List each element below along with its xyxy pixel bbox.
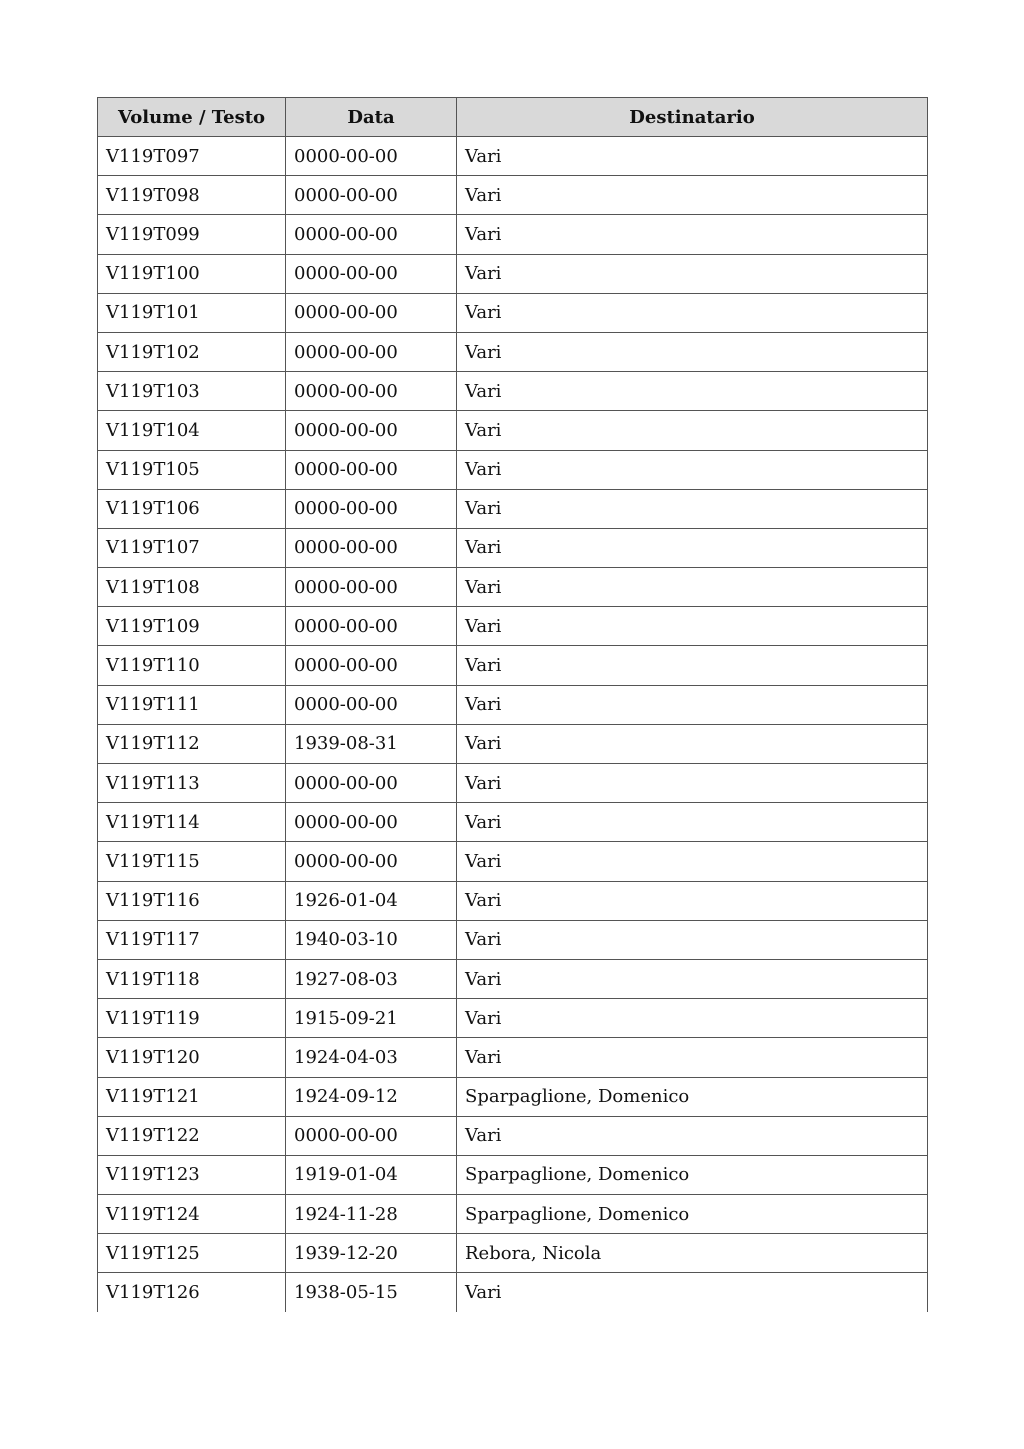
cell-data: 0000-00-00 [286, 803, 457, 842]
cell-data: 0000-00-00 [286, 450, 457, 489]
cell-data: 1939-12-20 [286, 1234, 457, 1273]
cell-data: 0000-00-00 [286, 528, 457, 567]
table-row [98, 607, 928, 646]
letters-table [97, 97, 928, 1312]
cell-destinatario: Sparpaglione, Domenico [457, 1195, 928, 1234]
cell-volume-testo: V119T103 [98, 372, 286, 411]
cell-volume-testo: V119T106 [98, 489, 286, 528]
cell-data: 1926-01-04 [286, 881, 457, 920]
cell-data: 0000-00-00 [286, 176, 457, 215]
cell-data: 0000-00-00 [286, 646, 457, 685]
table-row [98, 372, 928, 411]
cell-destinatario: Vari [457, 137, 928, 176]
cell-data: 0000-00-00 [286, 1116, 457, 1155]
table-row [98, 176, 928, 215]
cell-volume-testo: V119T105 [98, 450, 286, 489]
cell-data: 0000-00-00 [286, 372, 457, 411]
cell-data: 0000-00-00 [286, 764, 457, 803]
cell-destinatario: Vari [457, 1038, 928, 1077]
cell-destinatario: Vari [457, 568, 928, 607]
cell-volume-testo: V119T112 [98, 724, 286, 763]
header-data: Data [286, 98, 457, 137]
cell-data: 1924-11-28 [286, 1195, 457, 1234]
cell-destinatario: Vari [457, 1116, 928, 1155]
table-body [98, 137, 928, 1313]
cell-destinatario: Vari [457, 724, 928, 763]
cell-data: 1924-09-12 [286, 1077, 457, 1116]
cell-destinatario: Vari [457, 607, 928, 646]
table-row [98, 724, 928, 763]
cell-data: 0000-00-00 [286, 685, 457, 724]
cell-volume-testo: V119T114 [98, 803, 286, 842]
cell-volume-testo: V119T126 [98, 1273, 286, 1312]
cell-destinatario: Rebora, Nicola [457, 1234, 928, 1273]
table-row [98, 842, 928, 881]
cell-destinatario: Vari [457, 372, 928, 411]
cell-volume-testo: V119T119 [98, 999, 286, 1038]
table-row [98, 332, 928, 371]
cell-volume-testo: V119T100 [98, 254, 286, 293]
table-row [98, 489, 928, 528]
table-row [98, 646, 928, 685]
table-row [98, 881, 928, 920]
table-row [98, 959, 928, 998]
cell-destinatario: Vari [457, 842, 928, 881]
cell-volume-testo: V119T118 [98, 959, 286, 998]
cell-volume-testo: V119T120 [98, 1038, 286, 1077]
cell-data: 0000-00-00 [286, 215, 457, 254]
cell-data: 1915-09-21 [286, 999, 457, 1038]
cell-volume-testo: V119T116 [98, 881, 286, 920]
cell-volume-testo: V119T097 [98, 137, 286, 176]
cell-data: 0000-00-00 [286, 568, 457, 607]
cell-destinatario: Vari [457, 528, 928, 567]
cell-destinatario: Vari [457, 646, 928, 685]
cell-destinatario: Vari [457, 215, 928, 254]
cell-data: 0000-00-00 [286, 293, 457, 332]
cell-destinatario: Vari [457, 176, 928, 215]
cell-volume-testo: V119T121 [98, 1077, 286, 1116]
table-row [98, 293, 928, 332]
cell-volume-testo: V119T117 [98, 920, 286, 959]
table-row [98, 568, 928, 607]
header-volume-testo: Volume / Testo [98, 98, 286, 137]
cell-data: 0000-00-00 [286, 607, 457, 646]
cell-volume-testo: V119T113 [98, 764, 286, 803]
cell-destinatario: Vari [457, 999, 928, 1038]
cell-data: 1919-01-04 [286, 1155, 457, 1194]
cell-volume-testo: V119T102 [98, 332, 286, 371]
table-row [98, 1038, 928, 1077]
table-header [98, 98, 928, 137]
table-row [98, 999, 928, 1038]
table-row [98, 1077, 928, 1116]
cell-volume-testo: V119T101 [98, 293, 286, 332]
cell-destinatario: Sparpaglione, Domenico [457, 1077, 928, 1116]
cell-destinatario: Vari [457, 332, 928, 371]
cell-data: 1940-03-10 [286, 920, 457, 959]
table-row [98, 528, 928, 567]
cell-destinatario: Vari [457, 764, 928, 803]
cell-volume-testo: V119T099 [98, 215, 286, 254]
table-row [98, 920, 928, 959]
table-row [98, 450, 928, 489]
cell-volume-testo: V119T109 [98, 607, 286, 646]
table-row [98, 137, 928, 176]
cell-data: 0000-00-00 [286, 254, 457, 293]
cell-data: 1924-04-03 [286, 1038, 457, 1077]
cell-destinatario: Sparpaglione, Domenico [457, 1155, 928, 1194]
cell-destinatario: Vari [457, 881, 928, 920]
cell-destinatario: Vari [457, 254, 928, 293]
table-row [98, 1234, 928, 1273]
cell-volume-testo: V119T098 [98, 176, 286, 215]
table-row [98, 803, 928, 842]
cell-data: 1938-05-15 [286, 1273, 457, 1312]
cell-volume-testo: V119T122 [98, 1116, 286, 1155]
cell-data: 1939-08-31 [286, 724, 457, 763]
cell-data: 0000-00-00 [286, 842, 457, 881]
table-row [98, 1155, 928, 1194]
cell-volume-testo: V119T115 [98, 842, 286, 881]
cell-destinatario: Vari [457, 1273, 928, 1312]
cell-volume-testo: V119T125 [98, 1234, 286, 1273]
cell-data: 0000-00-00 [286, 489, 457, 528]
table-row [98, 685, 928, 724]
cell-volume-testo: V119T110 [98, 646, 286, 685]
table-row [98, 215, 928, 254]
table-row [98, 254, 928, 293]
table-row [98, 1116, 928, 1155]
cell-volume-testo: V119T124 [98, 1195, 286, 1234]
cell-destinatario: Vari [457, 685, 928, 724]
header-destinatario: Destinatario [457, 98, 928, 137]
cell-volume-testo: V119T104 [98, 411, 286, 450]
cell-destinatario: Vari [457, 411, 928, 450]
cell-data: 1927-08-03 [286, 959, 457, 998]
cell-data: 0000-00-00 [286, 411, 457, 450]
table-row [98, 1195, 928, 1234]
cell-data: 0000-00-00 [286, 332, 457, 371]
table-row [98, 764, 928, 803]
table-row [98, 1273, 928, 1312]
header-row [98, 98, 928, 137]
cell-volume-testo: V119T107 [98, 528, 286, 567]
cell-volume-testo: V119T111 [98, 685, 286, 724]
cell-destinatario: Vari [457, 920, 928, 959]
table-row [98, 411, 928, 450]
cell-data: 0000-00-00 [286, 137, 457, 176]
cell-destinatario: Vari [457, 489, 928, 528]
cell-destinatario: Vari [457, 293, 928, 332]
cell-volume-testo: V119T108 [98, 568, 286, 607]
cell-destinatario: Vari [457, 450, 928, 489]
cell-destinatario: Vari [457, 959, 928, 998]
cell-volume-testo: V119T123 [98, 1155, 286, 1194]
cell-destinatario: Vari [457, 803, 928, 842]
